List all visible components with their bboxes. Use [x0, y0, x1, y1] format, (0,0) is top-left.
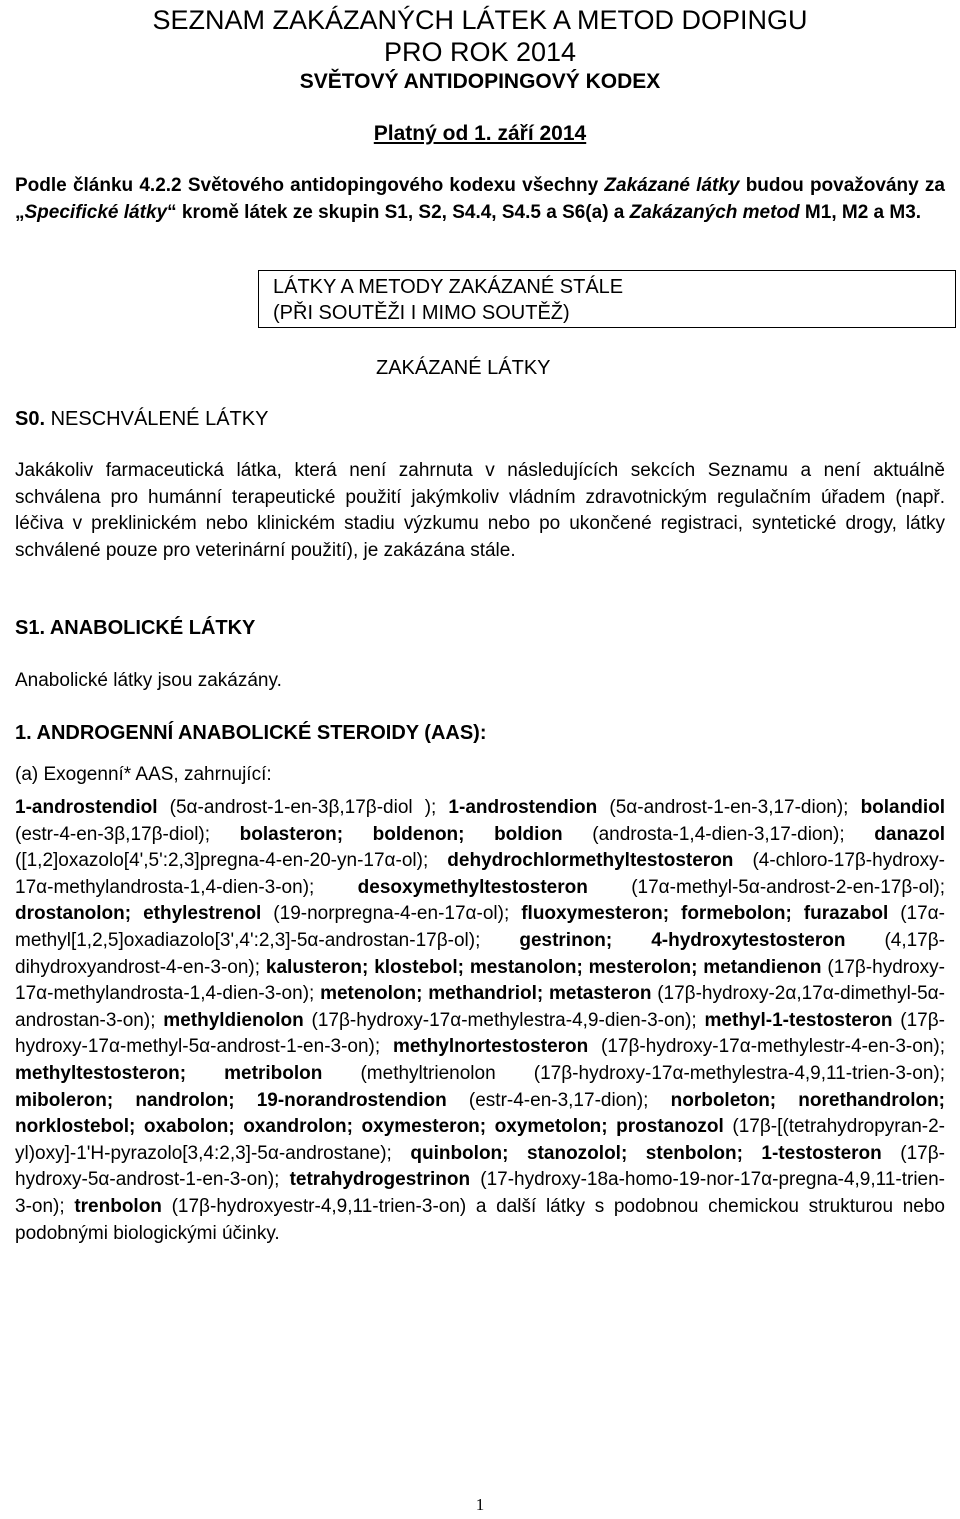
- steroid-name: desoxymethyltestosteron: [357, 876, 588, 898]
- steroid-formula: (17α-methyl[1,2,5]oxadiazolo[3',4':2,3]-5α-androstan-17β-ol);: [15, 903, 945, 951]
- intro-italic-1: Zakázané látky: [604, 175, 740, 196]
- steroid-name: norboleton; norethandrolon; norklostebol; oxabolon; oxandrolon; oxymesteron; oxymetolon; prostanozol: [15, 1089, 946, 1138]
- steroid-name: kalusteron; klostebol; mestanolon; mesterolon; metandienon: [265, 956, 822, 978]
- steroid-formula: (17β-hydroxyestr-4,9,11-trien-3-on) a další látky s podobnou chemickou strukturou nebo podobnými biologickými účinky.: [15, 1195, 945, 1244]
- intro-text-1: Podle článku 4.2.2 Světového antidopingového kodexu všechny: [15, 175, 605, 196]
- steroid-name: bolasteron; boldenon; boldion: [239, 823, 563, 845]
- s1-heading: S1. ANABOLICKÉ LÁTKY: [15, 617, 256, 639]
- s0-title: NESCHVÁLENÉ LÁTKY: [45, 408, 269, 430]
- steroid-name: methylnortestosteron: [392, 1036, 589, 1058]
- steroid-name: methyl-1-testosteron: [704, 1009, 893, 1031]
- steroid-formula: (17β-hydroxy-17α-methylandrosta-1,4-dien-3-on);: [15, 956, 945, 1005]
- steroid-formula: (androsta-1,4-dien-3,17-dion);: [562, 823, 875, 845]
- steroid-name: 1-androstendion: [448, 797, 598, 818]
- page-number: 1: [475, 1495, 485, 1514]
- steroid-formula: (5α-androst-1-en-3,17-dion);: [597, 797, 861, 818]
- steroid-list: [15, 795, 945, 1247]
- steroid-name: tetrahydrogestrinon: [289, 1169, 471, 1191]
- steroid-formula: (17β-hydroxy-2α,17α-dimethyl-5α-androstan-3-on);: [15, 983, 945, 1031]
- intro-text-2: budou považovány za „: [15, 175, 945, 223]
- intro-italic-2: Specifické látky: [24, 201, 168, 223]
- steroid-formula: (17-hydroxy-18a-homo-19-nor-17α-pregna-4,9,11-trien-3-on);: [15, 1169, 945, 1217]
- aas-heading: 1. ANDROGENNÍ ANABOLICKÉ STEROIDY (AAS):: [15, 722, 487, 744]
- steroid-formula: (19-norpregna-4-en-17α-ol);: [261, 903, 522, 925]
- steroid-formula: (4,17β-dihydroxyandrost-4-en-3-on);: [15, 929, 946, 978]
- steroid-name: methyldienolon: [163, 1009, 304, 1031]
- steroid-formula: (17α-methyl-5α-androst-2-en-17β-ol);: [587, 876, 946, 898]
- s0-heading: [15, 406, 268, 432]
- steroid-formula: (17β-hydroxy-5α-androst-1-en-3-on);: [15, 1142, 946, 1191]
- steroid-name: danazol: [874, 823, 945, 845]
- box-line-2: (PŘI SOUTĚŽI I MIMO SOUTĚŽ): [273, 302, 570, 324]
- steroid-formula: (estr-4-en-3,17-dion);: [446, 1089, 671, 1111]
- steroid-formula: (5α-androst-1-en-3β,17β-diol );: [157, 797, 449, 818]
- intro-text-4: M1, M2 a M3.: [799, 201, 922, 223]
- intro-paragraph: [15, 173, 945, 226]
- steroid-formula: (4-chloro-17β-hydroxy-17α-methylandrosta-1,4-dien-3-on);: [15, 850, 945, 898]
- steroid-name: miboleron; nandrolon; 19-norandrostendion: [15, 1089, 447, 1111]
- steroid-name: gestrinon; 4-hydroxytestosteron: [519, 929, 846, 951]
- s0-paragraph: Jakákoliv farmaceutická látka, která není zahrnuta v následujících sekcích Seznamu a není aktuálně schválena pro humánní terapeutické použití jakýmkoliv vládním zdravotnickým regulačním úřadem (např. léčiva v preklinickém nebo klinickém stadiu výzkumu nebo po ukončené registraci, syntetické drogy, látky schválené pouze pro veterinární použití), je zakázána stále.: [15, 460, 945, 561]
- steroid-name: metenolon; methandriol; metasteron: [320, 983, 652, 1005]
- intro-italic-3: Zakázaných metod: [629, 201, 800, 223]
- s1-text: Anabolické látky jsou zakázány.: [15, 670, 282, 691]
- steroid-name: dehydrochlormethyltestosteron: [447, 850, 734, 872]
- valid-from: Platný od 1. září 2014: [373, 122, 587, 145]
- box-line-1: LÁTKY A METODY ZAKÁZANÉ STÁLE: [273, 276, 624, 298]
- steroid-formula: (methyltrienolon (17β-hydroxy-17α-methylestra-4,9,11-trien-3-on);: [322, 1062, 945, 1084]
- title-line-2: PRO ROK 2014: [383, 37, 577, 67]
- steroid-formula: (estr-4-en-3β,17β-diol);: [15, 823, 240, 845]
- steroid-name: fluoxymesteron; formebolon; furazabol: [521, 903, 889, 925]
- steroid-formula: (17β-hydroxy-17α-methyl-5α-androst-1-en-3-on);: [15, 1009, 945, 1058]
- steroid-name: drostanolon; ethylestrenol: [15, 903, 262, 925]
- exogenous-heading: (a) Exogenní* AAS, zahrnující:: [15, 764, 272, 785]
- section-box: [258, 270, 956, 328]
- title-line-3: SVĚTOVÝ ANTIDOPINGOVÝ KODEX: [299, 70, 661, 93]
- steroid-formula: (17β-hydroxy-17α-methylestr-4-en-3-on);: [588, 1036, 945, 1058]
- s0-code: S0.: [15, 408, 46, 430]
- intro-text-3: “ kromě látek ze skupin S1, S2, S4.4, S4.5 a S6(a) a: [167, 201, 630, 223]
- steroid-formula: (17β-hydroxy-17α-methylestra-4,9-dien-3-on);: [303, 1009, 705, 1031]
- steroid-name: quinbolon; stanozolol; stenbolon; 1-testosteron: [410, 1142, 882, 1164]
- steroid-name: 1-androstendiol: [15, 797, 158, 818]
- steroid-name: trenbolon: [74, 1195, 162, 1217]
- steroid-name: methyltestosteron; metribolon: [15, 1062, 323, 1084]
- title-line-1: SEZNAM ZAKÁZANÝCH LÁTEK A METOD DOPINGU: [152, 5, 808, 35]
- steroid-formula: ([1,2]oxazolo[4',5':2,3]pregna-4-en-20-yn-17α-ol);: [15, 850, 448, 872]
- zakazane-latky-heading: ZAKÁZANÉ LÁTKY: [376, 357, 551, 379]
- steroid-formula: (17β-[(tetrahydropyran-2-yl)oxy]-1'H-pyrazolo[3,4:2,3]-5α-androstane);: [15, 1116, 945, 1164]
- steroid-name: bolandiol: [860, 797, 945, 818]
